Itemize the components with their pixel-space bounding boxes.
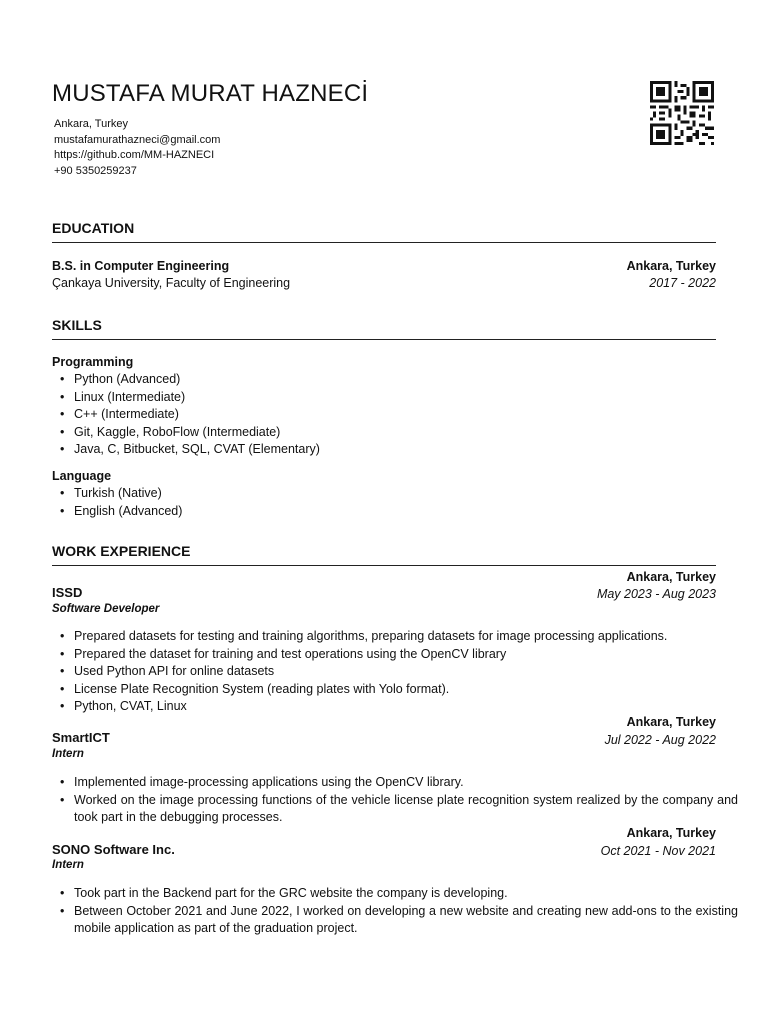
list-item: • Between October 2021 and June 2022, I worked on developing a new website and creating new add-ons to the existing mobile application as part of the graduation project. [74,903,738,938]
email-link[interactable]: mustafamurathazneci@gmail.com [54,133,221,146]
list-item: • Prepared the dataset for training and test operations using the OpenCV library [74,646,738,664]
github-link[interactable]: https://github.com/MM-HAZNECI [54,149,215,161]
job-location: Ankara, Turkey [626,826,716,840]
location-text: Ankara, Turkey [54,118,128,130]
job-dates: Oct 2021 - Nov 2021 [600,844,716,858]
company-name: SONO Software Inc. [52,842,175,857]
list-item: • Java, C, Bitbucket, SQL, CVAT (Elementary) [74,441,738,459]
company-name: SmartICT [52,730,110,745]
job-role: Intern [52,859,84,871]
list-item: • License Plate Recognition System (reading plates with Yolo format). [74,681,738,699]
programming-skill-list [52,371,738,459]
degree-title: B.S. in Computer Engineering [52,259,230,273]
job-bullets [52,628,738,716]
list-item: • Took part in the Backend part for the GRC website the company is developing. [74,885,738,903]
list-item: • Python, CVAT, Linux [74,698,738,716]
list-item: • Used Python API for online datasets [74,663,738,681]
list-item: • English (Advanced) [74,503,738,521]
list-item: • Python (Advanced) [74,371,738,389]
job-dates: May 2023 - Aug 2023 [596,587,716,601]
job-location: Ankara, Turkey [626,715,716,729]
list-item: • C++ (Intermediate) [74,406,738,424]
section-work-title: WORK EXPERIENCE [52,543,716,566]
qr-code-icon [650,81,714,145]
contact-info [54,117,220,179]
phone-text: +90 5350259237 [54,164,137,177]
job-role: Software Developer [52,603,160,615]
list-item: • Git, Kaggle, RoboFlow (Intermediate) [74,424,738,442]
section-education-title: EDUCATION [52,220,716,243]
list-item: • Turkish (Native) [74,485,738,503]
programming-subtitle: Programming [52,355,134,369]
job-bullets [52,774,738,827]
company-name: ISSD [52,585,83,600]
education-dates: 2017 - 2022 [649,276,716,290]
list-item: • Implemented image-processing applications using the OpenCV library. [74,774,738,792]
job-role: Intern [52,748,84,760]
education-location: Ankara, Turkey [626,259,716,273]
language-subtitle: Language [52,469,112,483]
job-location: Ankara, Turkey [626,570,716,584]
list-item: • Worked on the image processing functions of the vehicle license plate recognition system realized by the company and took part in the debugging processes. [74,792,738,827]
list-item: • Linux (Intermediate) [74,389,738,407]
job-dates: Jul 2022 - Aug 2022 [604,733,716,747]
candidate-name: MUSTAFA MURAT HAZNECİ [52,80,369,107]
job-bullets [52,885,738,938]
school-name: Çankaya University, Faculty of Engineering [52,276,291,290]
section-skills-title: SKILLS [52,317,716,340]
list-item: • Prepared datasets for testing and training algorithms, preparing datasets for image processing applications. [74,628,738,646]
language-list [52,485,738,520]
